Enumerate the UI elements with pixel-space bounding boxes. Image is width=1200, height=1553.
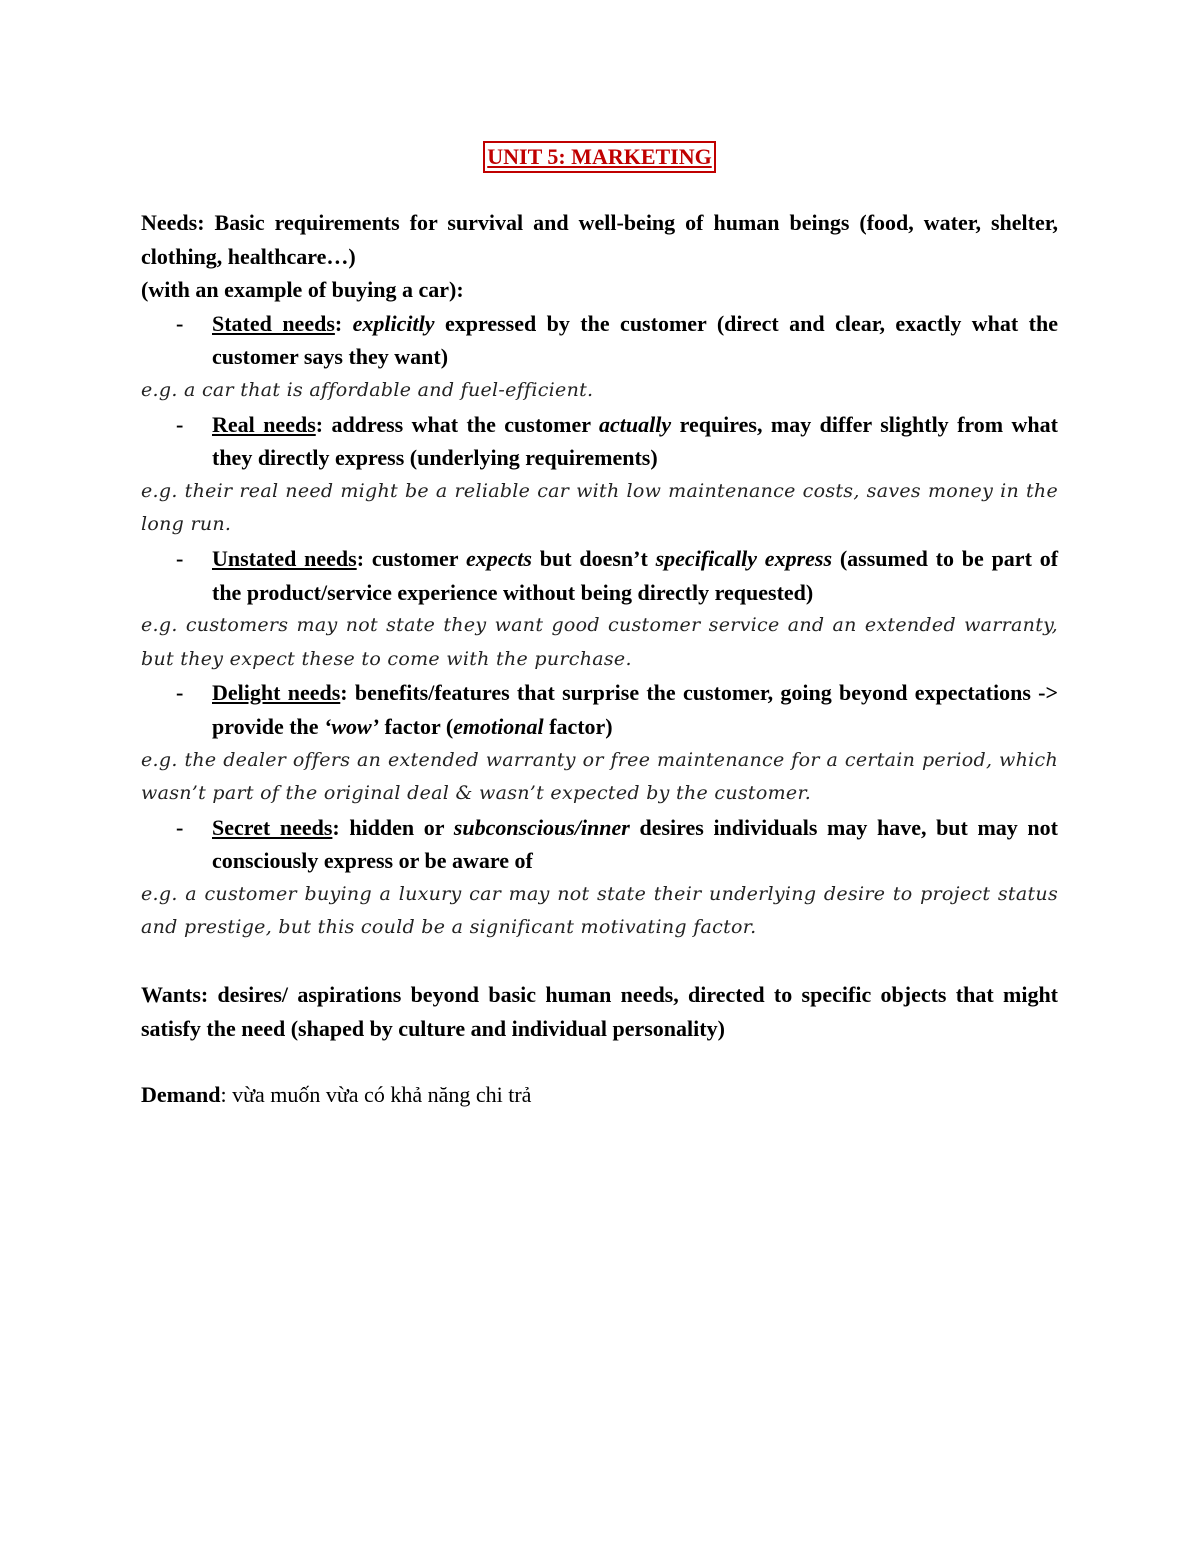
wants-label: Wants: xyxy=(141,982,209,1008)
list-item-secret-needs xyxy=(141,811,1058,878)
needs-text: : Basic requirements for survival and well-being of human beings (food, water, shelter, clothing, healthcare…) xyxy=(141,210,1058,269)
example-secret-needs: e.g. a customer buying a luxury car may not state their underlying desire to project status and prestige, but this could be a significant motivating factor. xyxy=(141,882,1058,939)
term-stated-needs: Stated needs xyxy=(212,310,335,336)
spacer xyxy=(141,945,1058,978)
item-text: desires individuals may have, but may not consciously express or be aware of xyxy=(212,814,1058,874)
item-text: factor) xyxy=(543,713,613,739)
item-text: : address what the customer xyxy=(315,411,600,437)
item-emphasis: emotional xyxy=(453,713,544,739)
wants-text: desires/ aspirations beyond basic human needs, directed to specific objects that might satisfy the need (shaped by culture and individual personality) xyxy=(141,982,1058,1041)
item-text: : benefits/features that surprise the customer, going beyond expectations -> provide the xyxy=(212,680,1059,739)
list-item-delight-needs xyxy=(141,676,1058,743)
item-emphasis: actually xyxy=(599,411,672,437)
item-text: : xyxy=(334,310,353,336)
bullet-dash: - xyxy=(176,814,184,840)
item-text: expressed by the customer (direct and clear, exactly what the customer says they want) xyxy=(212,310,1058,370)
item-emphasis: ‘wow’ xyxy=(324,713,380,739)
item-emphasis: explicitly xyxy=(352,310,435,336)
item-text: requires, may differ slightly from what they directly express (underlying requirements) xyxy=(212,411,1058,471)
term-delight-needs: Delight needs xyxy=(212,680,341,706)
needs-definition xyxy=(141,206,1058,273)
item-emphasis: expects xyxy=(465,545,532,571)
item-text: : hidden or xyxy=(332,814,454,840)
demand-definition xyxy=(141,1078,1058,1112)
item-emphasis: specifically express xyxy=(655,545,833,571)
list-item-stated-needs xyxy=(141,307,1058,374)
item-text: : customer xyxy=(356,545,466,571)
wants-definition xyxy=(141,978,1058,1045)
bullet-dash: - xyxy=(176,680,184,706)
example-unstated-needs: e.g. customers may not state they want good customer service and an extended warranty, but they expect these to come with the purchase. xyxy=(141,614,1058,670)
needs-example-intro xyxy=(141,273,1058,307)
bullet-dash: - xyxy=(176,545,184,571)
example-real-needs: e.g. their real need might be a reliable car with low maintenance costs, saves money in the long run. xyxy=(141,479,1058,536)
term-real-needs: Real needs xyxy=(212,411,316,437)
needs-example-intro-text: (with an example of buying a car): xyxy=(141,277,464,303)
spacer xyxy=(141,1045,1058,1078)
list-item-real-needs xyxy=(141,408,1058,475)
item-text: (assumed to be part of the product/service experience without being directly requested) xyxy=(212,545,1059,605)
document-page xyxy=(141,138,1058,1112)
needs-label: Needs xyxy=(141,210,198,235)
example-delight-needs: e.g. the dealer offers an extended warranty or free maintenance for a certain period, which wasn’t part of the original deal & wasn’t expected by the customer. xyxy=(141,748,1058,805)
item-text: factor ( xyxy=(379,713,454,739)
item-text: but doesn’t xyxy=(531,545,656,571)
term-secret-needs: Secret needs xyxy=(212,814,333,840)
page-title: UNIT 5: MARKETING xyxy=(483,141,716,173)
bullet-dash: - xyxy=(176,411,184,437)
title-wrap xyxy=(141,138,1058,182)
demand-text: : vừa muốn vừa có khả năng chi trả xyxy=(220,1082,532,1108)
item-emphasis: subconscious/inner xyxy=(453,814,630,840)
demand-label: Demand xyxy=(141,1082,221,1108)
example-stated-needs: e.g. a car that is affordable and fuel-efficient. xyxy=(141,378,594,401)
list-item-unstated-needs xyxy=(141,542,1058,609)
term-unstated-needs: Unstated needs xyxy=(212,545,357,571)
bullet-dash: - xyxy=(176,310,184,336)
